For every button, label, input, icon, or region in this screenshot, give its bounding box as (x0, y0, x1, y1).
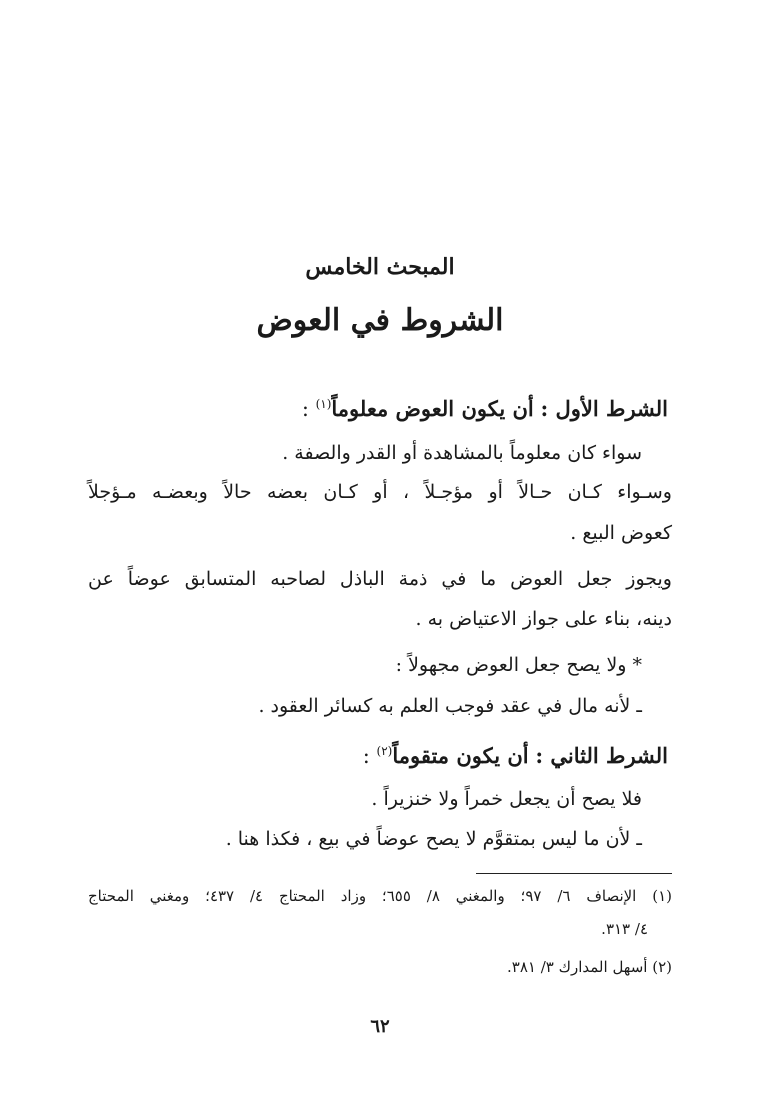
footnote-ref-1[interactable]: (١) (315, 397, 332, 411)
paragraph-line: كعوض البيع . (570, 522, 672, 544)
condition-one-text: أن يكون العوض معلوماً (331, 396, 534, 421)
condition-two-heading (363, 745, 668, 767)
footnote-ref-2[interactable]: (٢) (376, 744, 393, 758)
page-number: ٦٢ (370, 1016, 390, 1037)
paragraph-line: دينه، بناء على جواز الاعتياض به . (415, 608, 672, 630)
condition-two-colon: : (362, 744, 370, 768)
paragraph-line: ـ لأن ما ليس بمتقوَّم لا يصح عوضاً في بيع ، فكذا هنا . (225, 828, 642, 850)
condition-two-text: أن يكون متقوماً (392, 743, 529, 768)
footnote-2: (٢) أسهل المدارك ٣/ ٣٨١. (507, 958, 672, 976)
paragraph-line: ويجوز جعل العوض ما في ذمة الباذل لصاحبه المتسابق عوضاً عن (88, 568, 672, 590)
footnote-1-continued: ٤/ ٣١٣. (601, 920, 648, 938)
footnote-1: (١) الإنصاف ٦/ ٩٧؛ والمغني ٨/ ٦٥٥؛ وزاد المحتاج ٤/ ٤٣٧؛ ومغني المحتاج (88, 887, 672, 905)
note-line: ـ لأنه مال في عقد فوجب العلم به كسائر العقود . (258, 695, 642, 717)
paragraph-line: فلا يصح أن يجعل خمراً ولا خنزيراً . (371, 788, 642, 810)
condition-one-label: الشرط الأول : (540, 396, 668, 421)
footnote-divider (476, 873, 672, 874)
paragraph-line: وسـواء كـان حـالاً أو مؤجـلاً ، أو كـان بعضه حالاً وبعضـه مـؤجلاً (88, 481, 672, 503)
paragraph-line: سواء كان معلوماً بالمشاهدة أو القدر والصفة . (282, 442, 642, 464)
note-line: * ولا يصح جعل العوض مجهولاً : (395, 654, 642, 676)
chapter-title: الشروط في العوض (256, 303, 504, 338)
condition-one-heading (302, 398, 668, 420)
condition-one-colon: : (301, 397, 309, 421)
section-heading: المبحث الخامس (305, 254, 455, 280)
condition-two-label: الشرط الثاني : (535, 743, 668, 768)
